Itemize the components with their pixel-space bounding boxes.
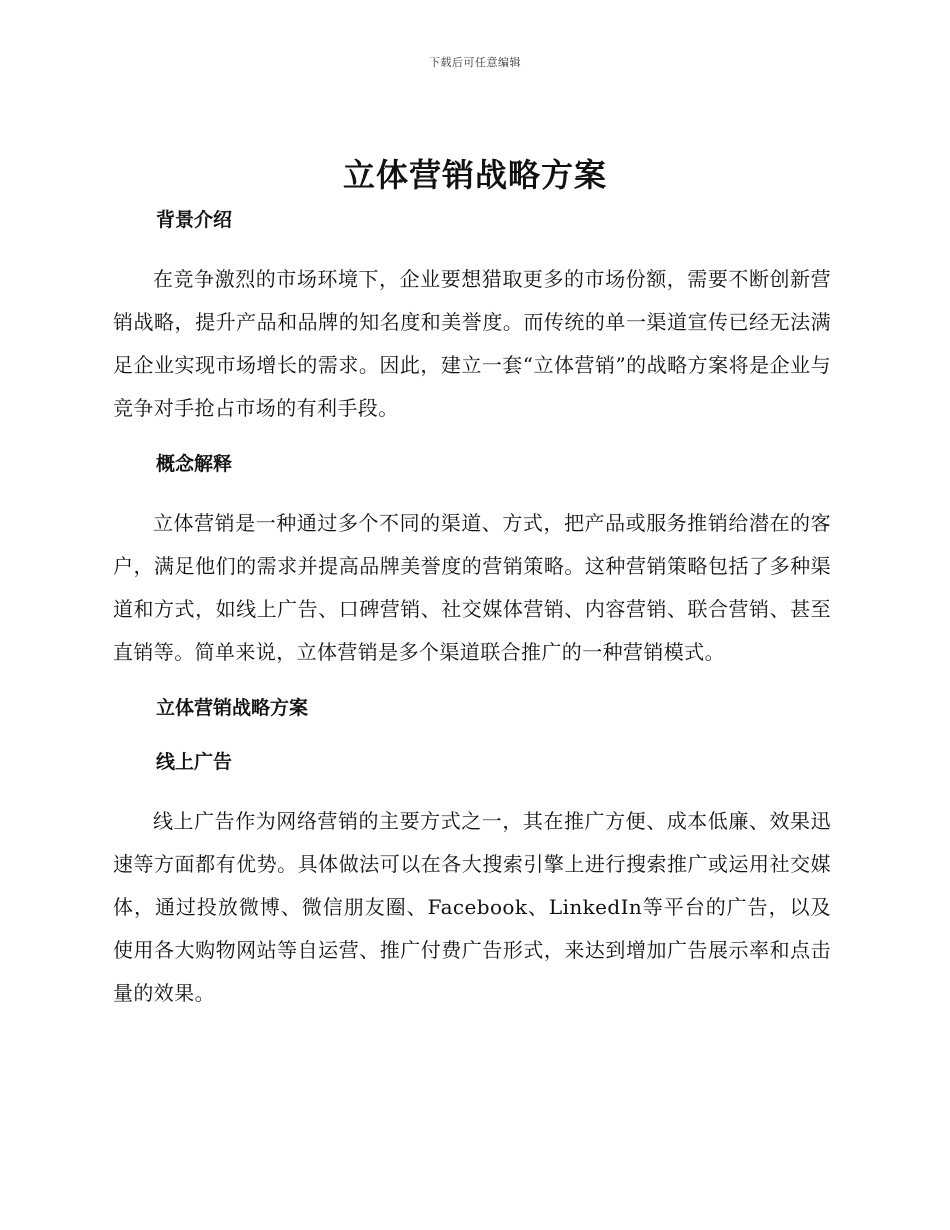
section-online-ads [113,746,831,1015]
section-heading-strategy: 立体营销战略方案 [156,697,309,719]
section-heading-online-ads: 线上广告 [156,751,233,773]
paragraph-background: 在竞争激烈的市场环境下，企业要想猎取更多的市场份额，需要不断创新营销战略，提升产品和品牌的知名度和美誉度。而传统的单一渠道宣传已经无法满足企业实现市场增长的需求。因此，建立一套“立体营销”的战略方案将是企业与竞争对手抢占市场的有利手段。 [113,267,831,420]
paragraph-concept: 立体营销是一种通过多个不同的渠道、方式，把产品或服务推销给潜在的客户，满足他们的需求并提高品牌美誉度的营销策略。这种营销策略包括了多种渠道和方式，如线上广告、口碑营销、社交媒体营销、内容营销、联合营销、甚至直销等。简单来说，立体营销是多个渠道联合推广的一种营销模式。 [113,511,831,664]
section-strategy [113,692,831,724]
paragraph-online-ads: 线上广告作为网络营销的主要方式之一，其在推广方便、成本低廉、效果迅速等方面都有优势。具体做法可以在各大搜索引擎上进行搜索推广或运用社交媒体，通过投放微博、微信朋友圈、Facebook、LinkedIn等平台的广告，以及使用各大购物网站等自运营、推广付费广告形式，来达到增加广告展示率和点击量的效果。 [113,809,831,1005]
section-background [113,204,831,430]
section-heading-background: 背景介绍 [156,209,233,231]
section-heading-concept: 概念解释 [156,453,233,475]
document-title: 立体营销战略方案 [342,156,607,194]
page-header-note: 下载后可任意编辑 [429,56,521,69]
section-concept [113,448,831,674]
document-body [113,204,831,1015]
